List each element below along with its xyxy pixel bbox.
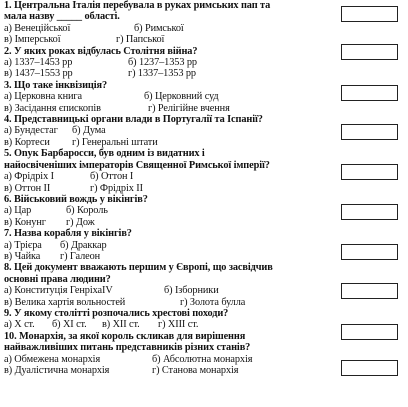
answer-option: г) Дож [66, 216, 95, 228]
question-8 [4, 262, 336, 308]
answer-option: б) Церковний суд [144, 91, 219, 103]
question-title: 5. Оnук Барбаросси, був одним із видатних і [4, 148, 205, 160]
answer-option: а) Обмежена монархія [4, 353, 101, 365]
options-row [4, 137, 336, 148]
answer-option: а) Церковна книга [4, 91, 82, 103]
question-2 [4, 46, 336, 80]
question-1 [4, 0, 336, 46]
question-9 [4, 308, 336, 331]
question-title: основні права людини? [4, 273, 111, 285]
question-title: 6. Військовий вождь у вікінгів? [4, 193, 148, 205]
answer-option: а) Конституція ГенріхаIV [4, 285, 113, 297]
answer-option: б) Оттон І [90, 171, 134, 183]
answer-option: г) Станова монархія [152, 365, 239, 376]
answer-option: а) Х ст. [4, 319, 35, 331]
question-title: найосвіченіших імператорів Священної Римської імперії? [4, 159, 270, 171]
question-7 [4, 228, 336, 262]
answer-option: в) Імперської [4, 34, 61, 46]
options-row [4, 285, 336, 296]
answer-option: в) Засідання єпископів [4, 102, 101, 114]
answer-box-7[interactable] [341, 244, 398, 260]
options-row [4, 91, 336, 102]
answer-option: г) Галеон [60, 250, 101, 262]
answer-option: в) ХІІ ст. [102, 319, 140, 331]
answer-box-2[interactable] [341, 44, 398, 60]
question-4 [4, 114, 336, 148]
answer-option: в) Велика хартія вольностей [4, 296, 126, 308]
question-title: 3. Що таке інквізиція? [4, 79, 108, 91]
answer-option: а) Венеційської [4, 22, 71, 34]
options-row [4, 251, 336, 262]
question-title: мала назву _____ області. [4, 11, 120, 23]
answer-option: в) Конунг [4, 216, 46, 228]
answer-option: а) Бундестаг [4, 125, 58, 137]
answer-box-4[interactable] [341, 124, 398, 140]
answer-option: а) Трієра [4, 239, 42, 251]
answer-option: а) Фрідріх І [4, 171, 54, 183]
answer-option: в) Оттон ІІ [4, 182, 51, 194]
answer-option: г) Папської [116, 34, 165, 46]
answer-box-9[interactable] [341, 324, 398, 340]
options-row [4, 297, 336, 308]
answer-option: б) Римської [134, 22, 184, 34]
options-row [4, 319, 336, 330]
answer-box-6[interactable] [341, 204, 398, 220]
answer-option: в) Чайка [4, 250, 41, 262]
answer-option: а) Цар [4, 205, 32, 217]
answer-option: г) 1337–1353 рр [128, 68, 196, 80]
options-row [4, 205, 336, 216]
options-row [4, 125, 336, 136]
question-5 [4, 148, 336, 194]
answer-option: г) Генеральні штати [72, 136, 158, 148]
question-title: 1. Центральна Італія перебувала в руках римських пап та [4, 0, 271, 11]
answer-option: г) Золота булла [180, 296, 246, 308]
answer-option: б) Король [66, 205, 108, 217]
answer-box-3[interactable] [341, 85, 398, 101]
answer-option: б) Абсолютна монархія [152, 353, 253, 365]
options-row [4, 23, 336, 34]
options-row [4, 183, 336, 194]
answer-box-10[interactable] [341, 360, 398, 376]
options-row [4, 68, 336, 79]
answer-box-1[interactable] [341, 6, 398, 22]
options-row [4, 57, 336, 68]
answer-option: г) Релігійне вчення [148, 102, 230, 114]
question-title: 9. У якому столітті розпочались хрестові походи? [4, 307, 229, 319]
question-10 [4, 331, 336, 377]
question-title: 8. Цей документ вважають першим у Європі, що засвідчив [4, 262, 273, 274]
question-3 [4, 80, 336, 114]
question-6 [4, 194, 336, 228]
answer-option: б) ХІ ст. [52, 319, 87, 331]
answer-box-5[interactable] [341, 164, 398, 180]
answer-option: в) Дуалістична монархія [4, 365, 110, 376]
options-row [4, 171, 336, 182]
answer-option: б) Ізборники [164, 285, 219, 297]
answer-option: б) 1237–1353 рр [128, 57, 197, 69]
quiz-questions [4, 0, 336, 376]
answer-option: а) 1337–1453 рр [4, 57, 73, 69]
question-title: 4. Представницькі органи влади в Португалії та Іспанії? [4, 114, 263, 126]
answer-option: в) 1437–1553 рр [4, 68, 73, 80]
answer-option: в) Кортеси [4, 136, 50, 148]
question-title: найважливіших питань представників різних станів? [4, 342, 251, 354]
answer-option: г) ХІІІ ст. [158, 319, 199, 331]
question-title: 10. Монархія, за якої король скликав для вирішення [4, 330, 246, 342]
options-row [4, 354, 336, 365]
options-row [4, 34, 336, 45]
options-row [4, 240, 336, 251]
answer-option: б) Дума [72, 125, 106, 137]
options-row [4, 365, 336, 376]
answer-box-8[interactable] [341, 283, 398, 299]
answer-option: б) Драккар [60, 239, 107, 251]
question-title: 7. Назва корабля у вікінгів? [4, 228, 132, 240]
question-title: 2. У яких роках відбулась Столітня війна? [4, 45, 198, 57]
answer-option: г) Фрідріх ІІ [90, 182, 143, 194]
options-row [4, 103, 336, 114]
options-row [4, 217, 336, 228]
